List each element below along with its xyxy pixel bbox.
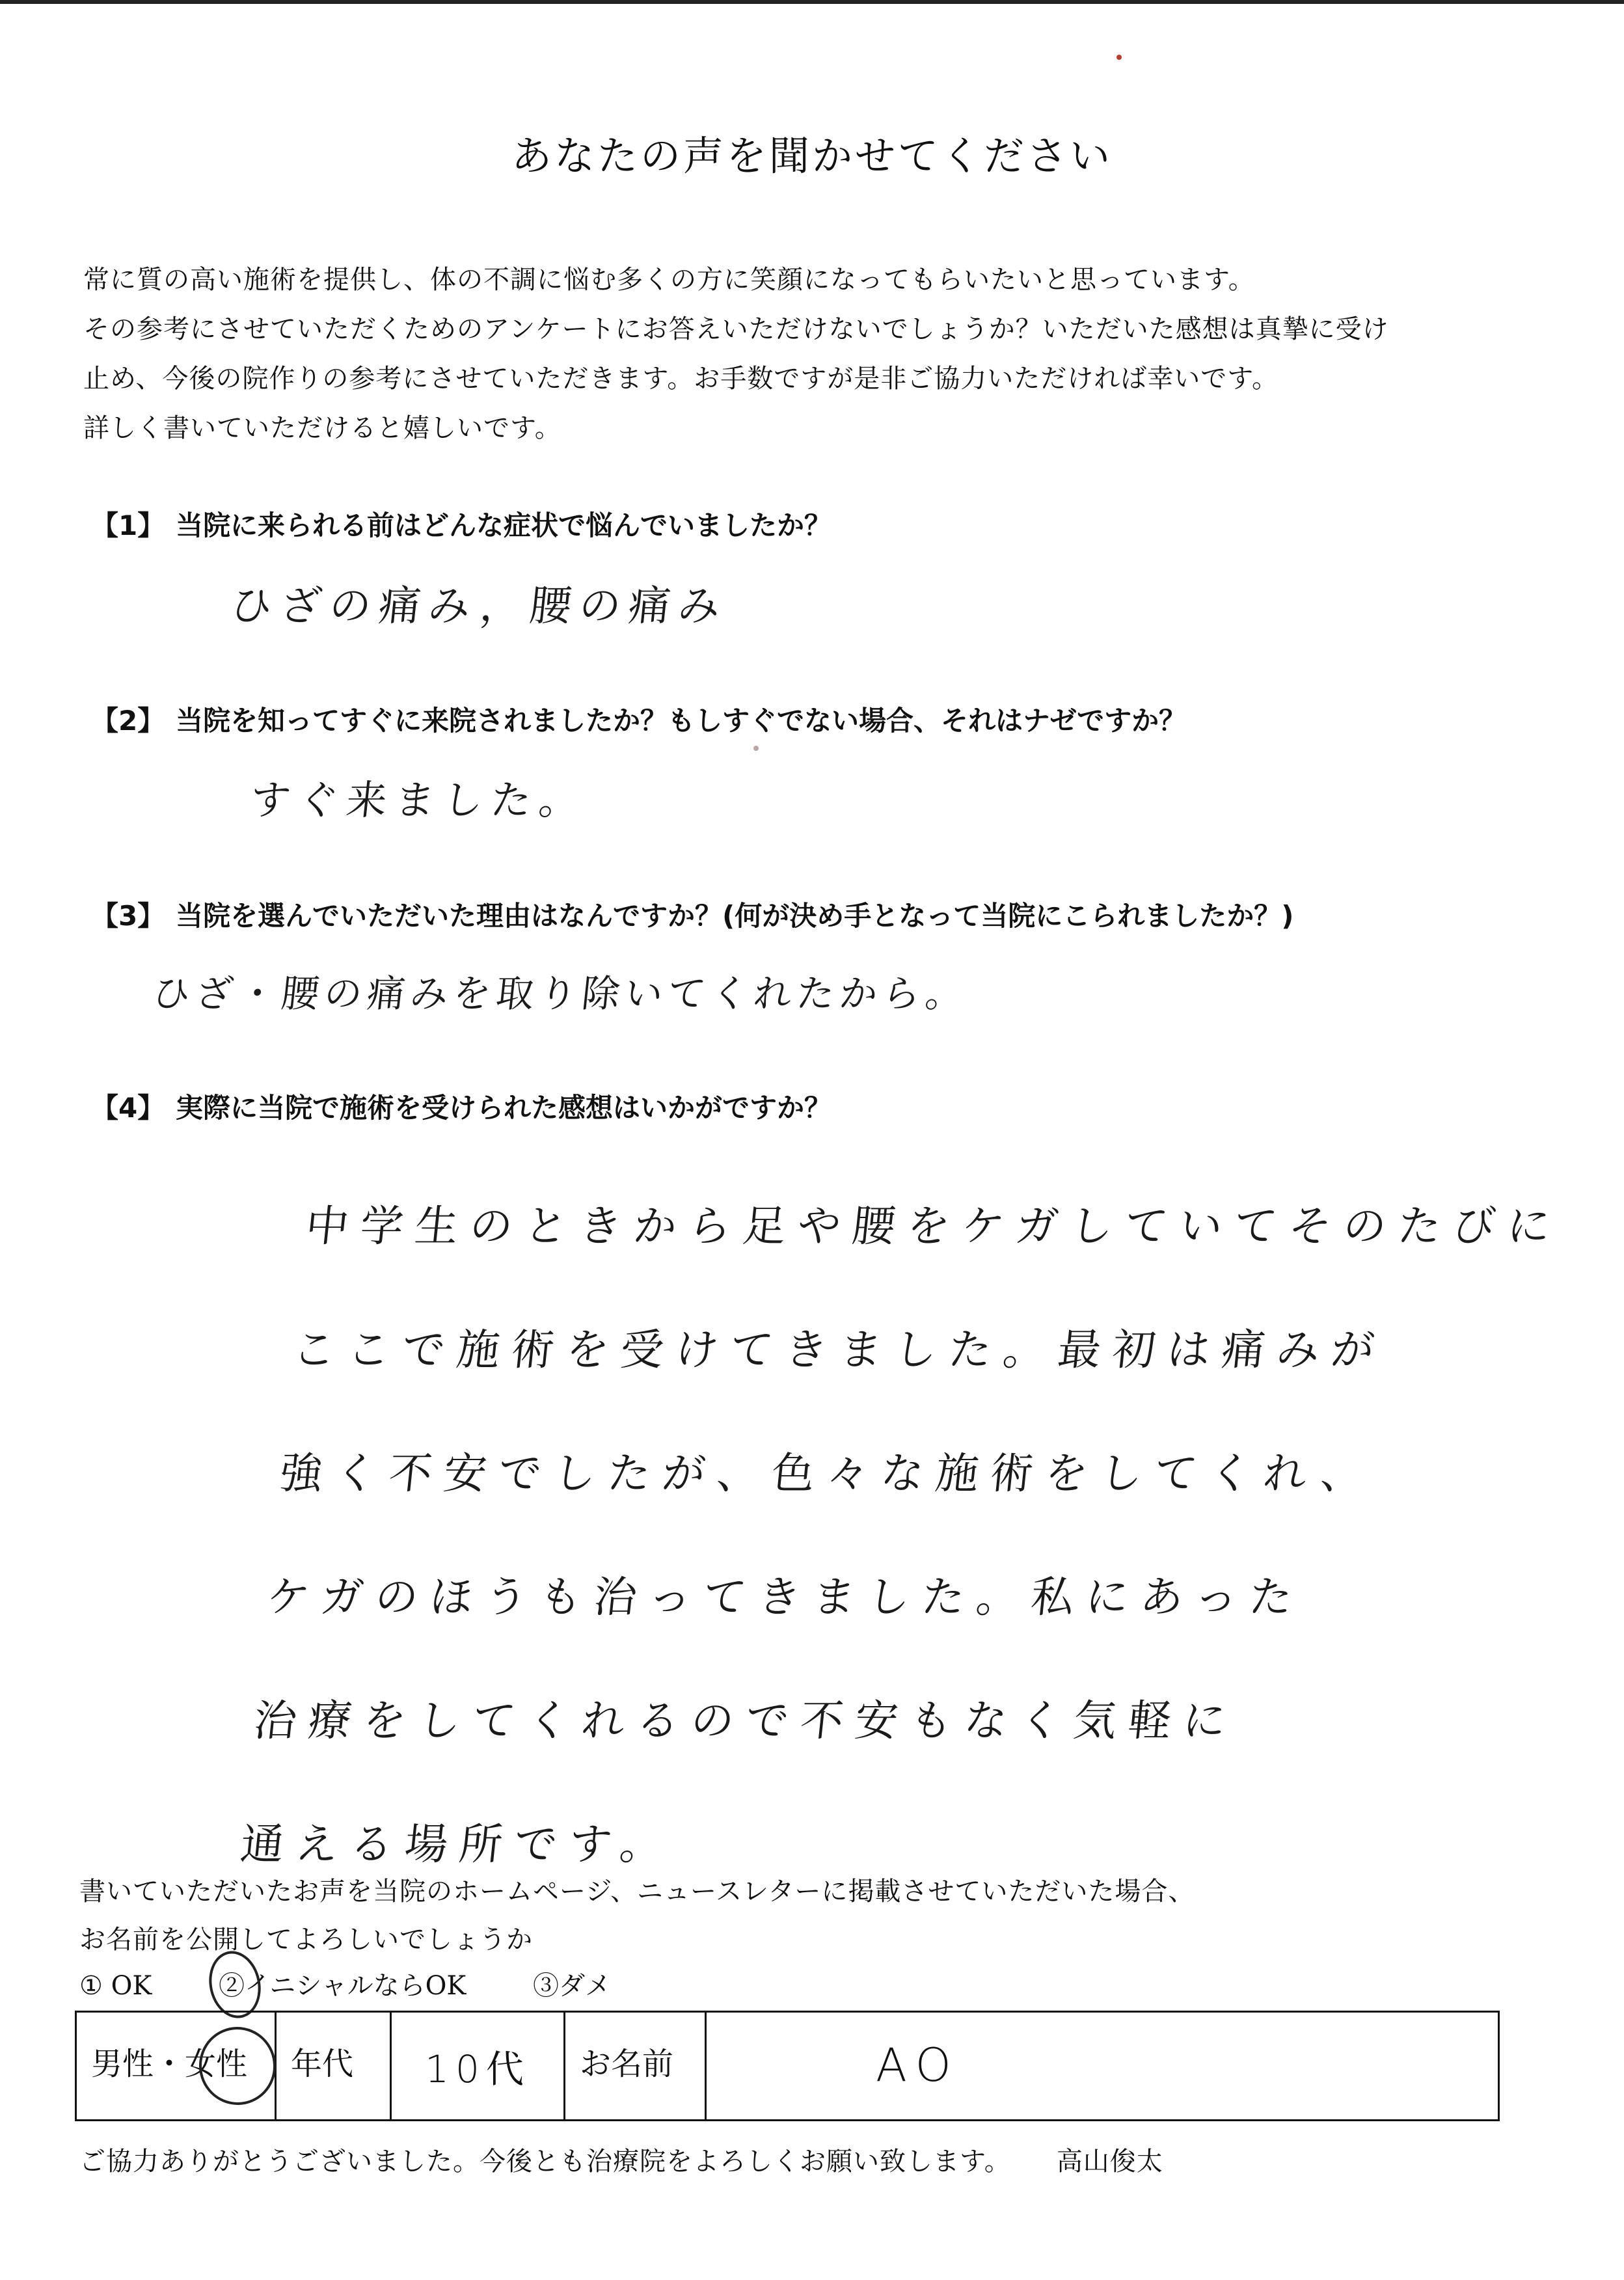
answer-1-handwritten: ひざの痛み，腰の痛み <box>228 582 731 631</box>
signature: 高山俊太 <box>1056 2147 1163 2177</box>
thanks-line <box>79 2141 1163 2178</box>
question-number: 【4】 <box>91 1092 165 1124</box>
intro-line: 常に質の高い施術を提供し、体の不調に悩む多くの方に笑顔になってもらいたいと思っています。 <box>83 265 1255 295</box>
page-title: あなたの声を聞かせてください <box>511 132 1113 180</box>
intro-line: 止め、今後の院作りの参考にさせていただきます。お手数ですが是非ご協力いただければ幸いです。 <box>83 364 1279 394</box>
option-label: ②イニシャルならOK <box>218 1971 467 2001</box>
answer-2-handwritten: すぐ来ました。 <box>247 776 590 824</box>
intro-text <box>83 255 1554 453</box>
consent-text <box>79 1867 1195 1964</box>
answer-line: ここで施術を受けてきました。最初は痛みが <box>290 1325 1389 1375</box>
question-2 <box>91 699 1186 739</box>
respondent-info-table <box>75 2011 1500 2121</box>
question-3 <box>91 895 1293 934</box>
question-text: 当院を選んでいただいた理由はなんですか？(何が決め手となって当院にこられましたか？) <box>176 900 1294 932</box>
question-number: 【2】 <box>91 705 165 737</box>
answer-line: 中学生のときから足や腰をケガしていてそのたびに <box>303 1201 1565 1251</box>
intro-line: その参考にさせていただくためのアンケートにお答えいただけないでしょうか？いただいた感想は真摯に受け <box>83 314 1389 344</box>
answer-line: 治療をしてくれるので不安もなく気軽に <box>251 1696 1241 1746</box>
answer-line: 強く不安でしたが、色々な施術をしてくれ、 <box>277 1448 1379 1499</box>
option-initials-ok[interactable] <box>219 1965 466 2002</box>
answer-4-handwritten <box>234 1165 1569 1907</box>
question-1 <box>91 504 832 543</box>
question-text: 当院に来られる前はどんな症状で悩んでいましたか？ <box>176 509 832 541</box>
answer-line: 通える場所です。 <box>238 1819 677 1869</box>
name-label: お名前 <box>565 2012 706 2121</box>
option-ok[interactable]: ① OK <box>79 1971 152 2001</box>
intro-line: 詳しく書いていただけると嬉しいです。 <box>83 413 562 443</box>
thanks-text: ご協力ありがとうございました。今後とも治療院をよろしくお願い致します。 <box>79 2147 1011 2177</box>
question-number: 【1】 <box>91 509 165 541</box>
age-value[interactable]: 10代 <box>391 2012 565 2121</box>
answer-3-handwritten: ひざ・腰の痛みを取り除いてくれたから。 <box>150 971 971 1016</box>
consent-line: 書いていただいたお声を当院のホームページ、ニュースレターに掲載させていただいた場合、 <box>79 1877 1195 1907</box>
question-text: 実際に当院で施術を受けられた感想はいかがですか？ <box>176 1092 832 1124</box>
gender-cell[interactable] <box>76 2012 276 2121</box>
option-no[interactable]: ③ダメ <box>532 1971 611 2001</box>
answer-line: ケガのほうも治ってきました。私にあった <box>264 1572 1307 1622</box>
name-value[interactable]: AO <box>706 2012 1499 2121</box>
hand-circle-mark <box>192 2020 283 2112</box>
red-speck <box>1116 55 1122 60</box>
question-number: 【3】 <box>91 900 165 932</box>
publish-options <box>79 1965 670 2002</box>
consent-line: お名前を公開してよろしいでしょうか <box>79 1925 533 1955</box>
question-text: 当院を知ってすぐに来院されましたか？もしすぐでない場合、それはナゼですか？ <box>176 705 1187 737</box>
gender-label: 男性・女性 <box>91 2046 248 2082</box>
scan-edge-line <box>0 0 1624 4</box>
age-label: 年代 <box>276 2012 391 2121</box>
question-4 <box>91 1087 832 1126</box>
gray-speck <box>753 746 759 751</box>
